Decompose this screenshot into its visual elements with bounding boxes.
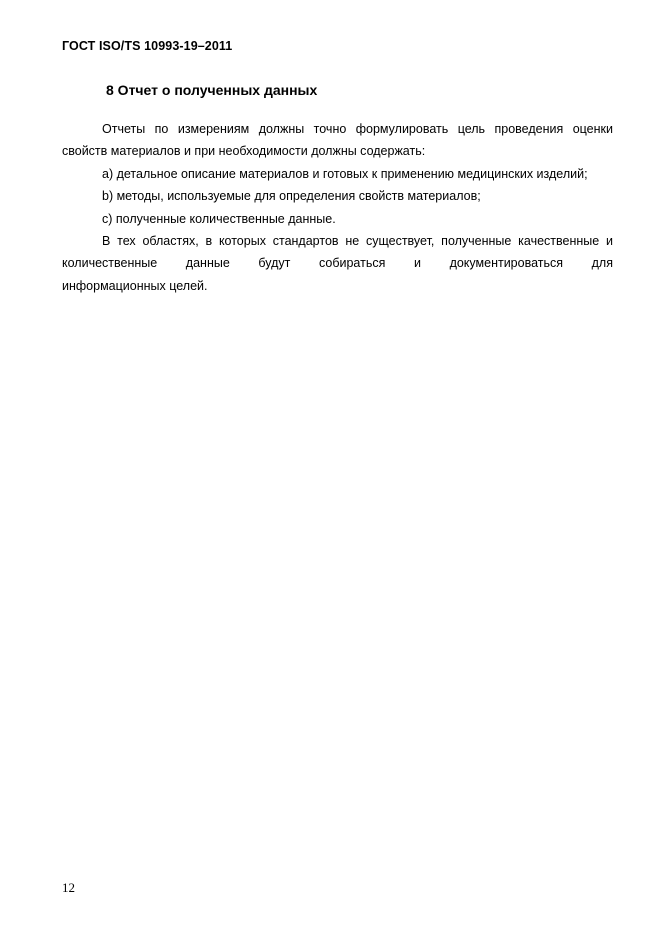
paragraph-item-a: a) детальное описание материалов и готовых к применению медицинских изделий; <box>102 166 588 181</box>
paragraph-intro: Отчеты по измерениям должны точно формулировать цель проведения оценки свойств материалов и при необходимости должны содержать: <box>62 122 613 159</box>
paragraph-item-b: b) методы, используемые для определения свойств материалов; <box>102 189 481 204</box>
page-number: 12 <box>62 880 75 895</box>
section-body <box>62 118 613 297</box>
paragraph-conclusion-end: информационных целей. <box>62 278 208 293</box>
paragraph-conclusion: В тех областях, в которых стандартов не существует, полученные качественные и количественные данные будут собираться и документироваться для <box>62 234 613 271</box>
section-heading: 8 Отчет о полученных данных <box>106 82 318 98</box>
paragraph-item-c: c) полученные количественные данные. <box>102 211 336 226</box>
document-code-header: ГОСТ ISO/TS 10993-19–2011 <box>62 39 233 53</box>
